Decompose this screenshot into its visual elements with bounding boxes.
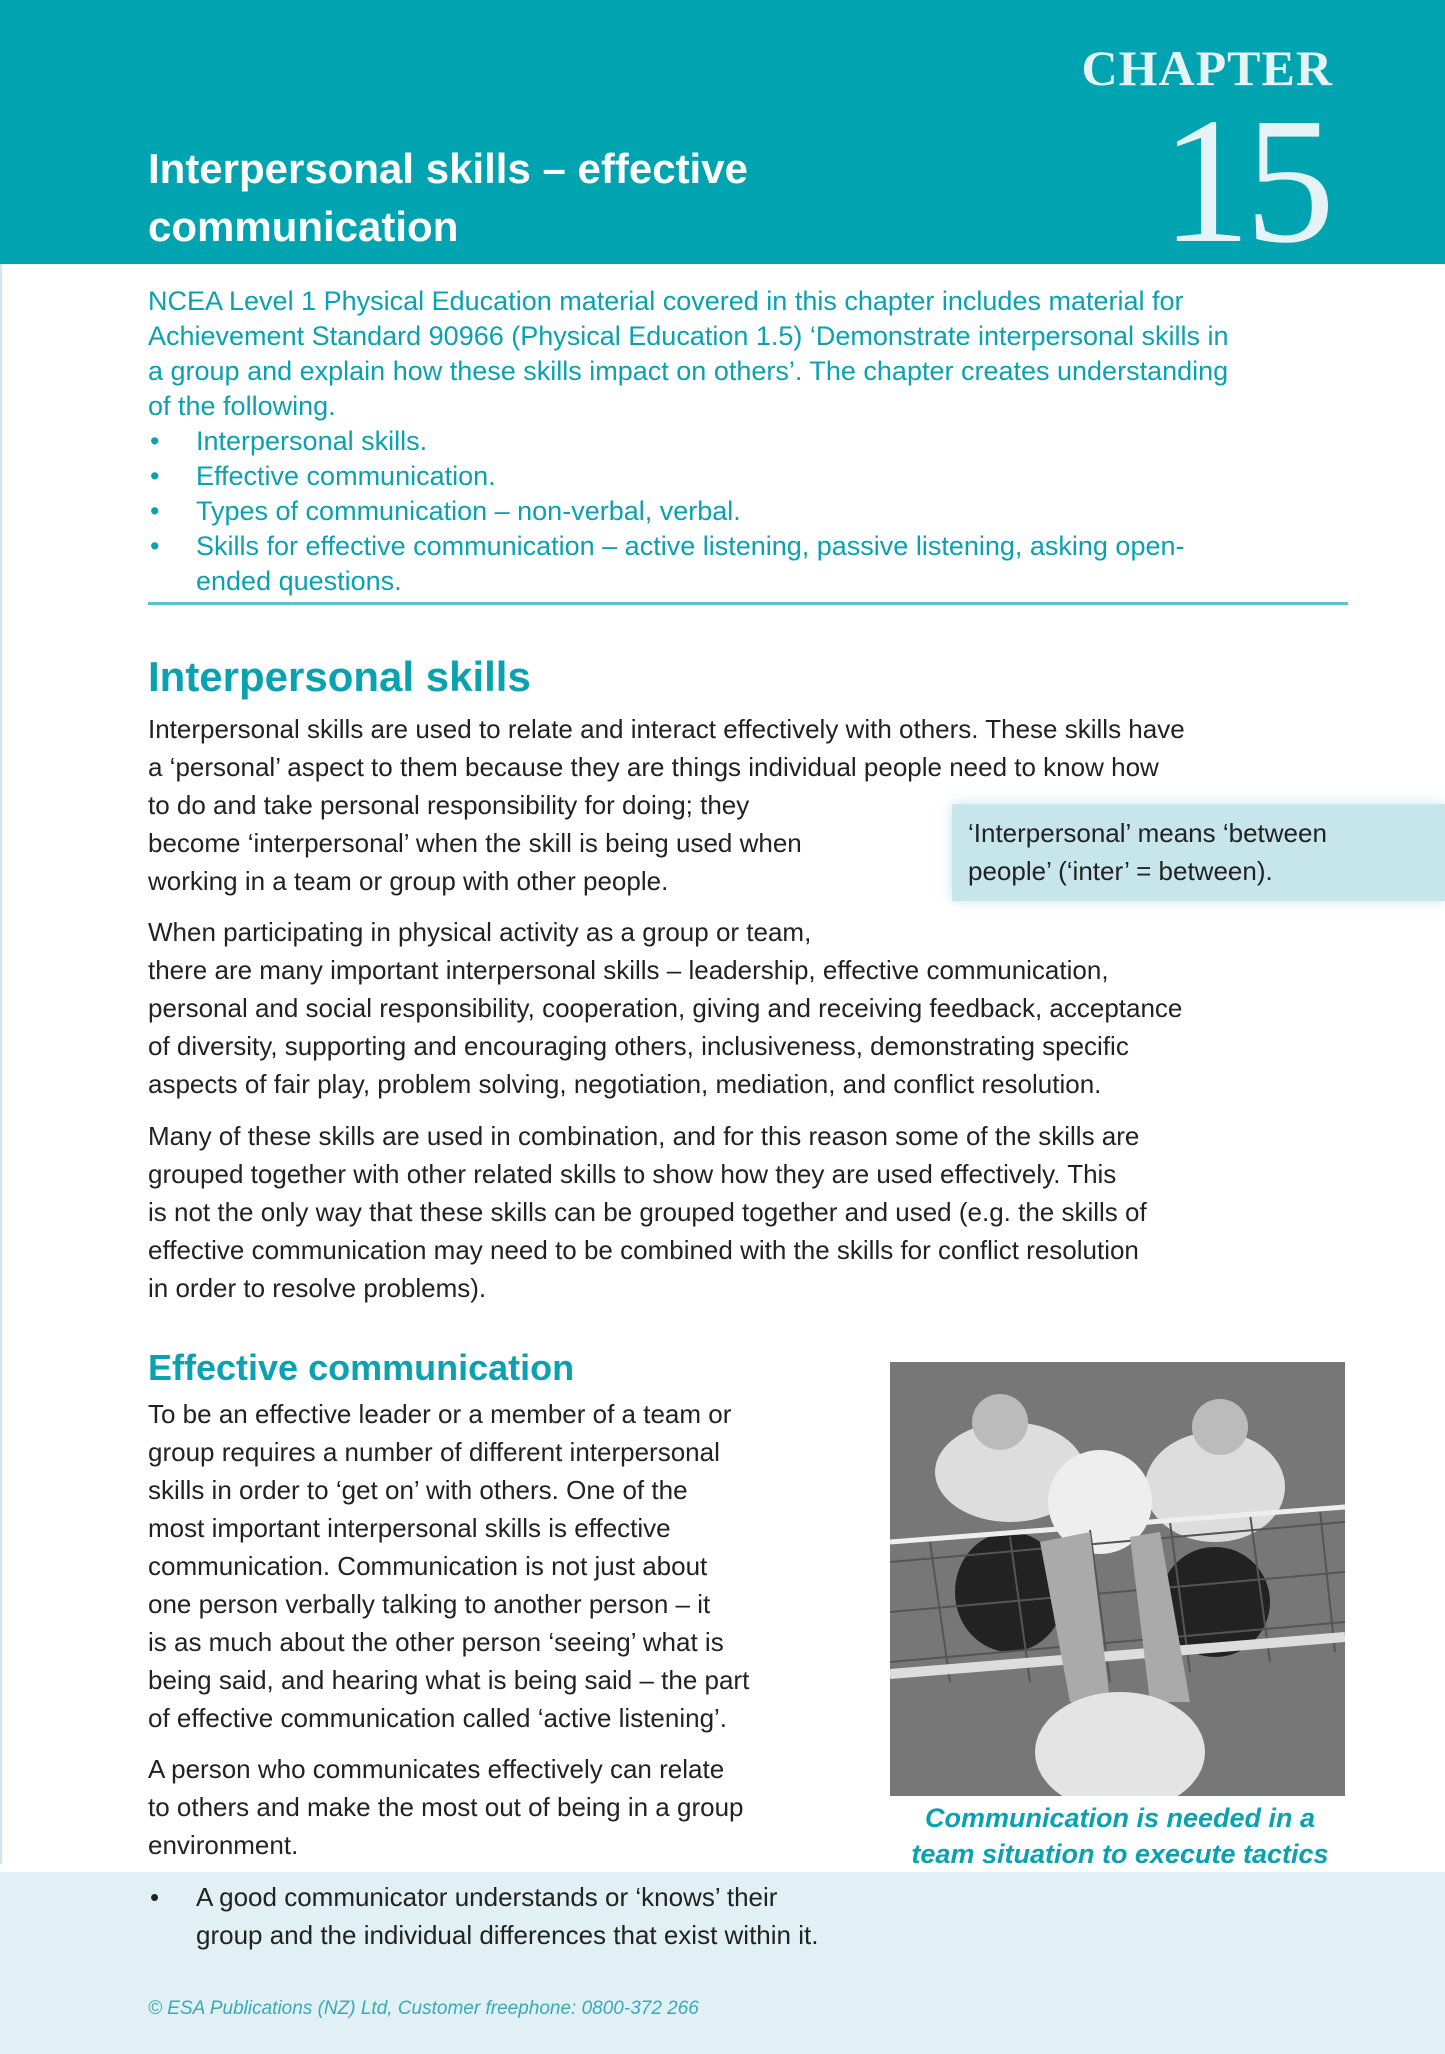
text-line: grouped together with other related skills to show how they are used effectively. This [148,1159,1117,1189]
intro-line: of the following. [148,391,336,421]
text-line: aspects of fair play, problem solving, negotiation, mediation, and conflict resolution. [148,1069,1102,1099]
text-line: When participating in physical activity as a group or team, [148,917,812,947]
text-line: become ‘interpersonal’ when the skill is being used when [148,828,802,858]
text-line: Interpersonal skills are used to relate and interact effectively with others. These skills have [148,714,1185,744]
chapter-number: 15 [1161,81,1329,280]
text-line: is as much about the other person ‘seeing’ what is [148,1627,724,1657]
intro-line: Achievement Standard 90966 (Physical Education 1.5) ‘Demonstrate interpersonal skills in [148,321,1229,351]
title-line: communication [148,203,459,250]
intro-line: NCEA Level 1 Physical Education material covered in this chapter includes material for [148,286,1184,316]
intro-bullet: • Interpersonal skills. [148,424,1229,459]
definition-callout [952,804,1445,901]
text-line: one person verbally talking to another person – it [148,1589,711,1619]
text-line: group and the individual differences that exist within it. [196,1920,819,1950]
text-line: communication. Communication is not just about [148,1551,708,1581]
text-line: working in a team or group with other people. [148,866,669,896]
paragraph [148,913,1182,1103]
text-line: group requires a number of different interpersonal [148,1437,720,1467]
caption-line: team situation to execute tactics [911,1839,1329,1869]
callout-line: ‘Interpersonal’ means ‘between [968,818,1327,848]
paragraph [148,1117,1147,1307]
callout-line: people’ (‘inter’ = between). [968,856,1273,886]
photo-caption [850,1800,1390,1872]
text-line: being said, and hearing what is being said – the part [148,1665,750,1695]
title-line: Interpersonal skills – effective [148,145,748,192]
intro-bullet: • Types of communication – non-verbal, verbal. [148,494,1229,529]
text-line: effective communication may need to be combined with the skills for conflict resolution [148,1235,1139,1265]
text-line: of effective communication called ‘active listening’. [148,1703,728,1733]
chapter-header [0,0,1445,280]
subsection-heading: Effective communication [148,1347,575,1388]
text-line: most important interpersonal skills is effective [148,1513,671,1543]
text-line: to others and make the most out of being in a group [148,1792,744,1822]
section-heading: Interpersonal skills [148,653,531,700]
caption-line: Communication is needed in a [924,1803,1316,1833]
text-line: personal and social responsibility, cooperation, giving and receiving feedback, acceptance [148,993,1183,1023]
intro-bullet: • Skills for effective communication – active listening, passive listening, asking open- [148,529,1229,564]
page-edge [0,264,2,1864]
text-line: A person who communicates effectively can relate [148,1754,725,1784]
chapter-intro [148,284,1229,599]
text-line: of diversity, supporting and encouraging others, inclusiveness, demonstrating specific [148,1031,1129,1061]
chapter-label: CHAPTER [1081,40,1333,96]
list-item [148,1878,818,1954]
text-line: skills in order to ‘get on’ with others. One of the [148,1475,688,1505]
intro-line: a group and explain how these skills impact on others’. The chapter creates understanding [148,356,1229,386]
divider [148,602,1348,605]
text-line: To be an effective leader or a member of a team or [148,1399,732,1429]
text-line: Many of these skills are used in combination, and for this reason some of the skills are [148,1121,1140,1151]
text-line: a ‘personal’ aspect to them because they are things individual people need to know how [148,752,1159,782]
intro-bullet-continuation: ended questions. [196,566,402,596]
volleyball-photo [890,1362,1345,1796]
chapter-title [148,140,748,256]
text-line: in order to resolve problems). [148,1273,487,1303]
text-line: environment. [148,1830,299,1860]
photo-illustration [890,1362,1345,1796]
text-line: to do and take personal responsibility for doing; they [148,790,750,820]
text-line: there are many important interpersonal skills – leadership, effective communication, [148,955,1109,985]
intro-bullet: • Effective communication. [148,459,1229,494]
paragraph [148,1750,744,1864]
text-line: • A good communicator understands or ‘knows’ their [196,1882,778,1912]
text-line: is not the only way that these skills can be grouped together and used (e.g. the skills of [148,1197,1147,1227]
copyright-notice: © ESA Publications (NZ) Ltd, Customer freephone: 0800-372 266 [148,1998,699,2019]
paragraph [148,1395,749,1737]
